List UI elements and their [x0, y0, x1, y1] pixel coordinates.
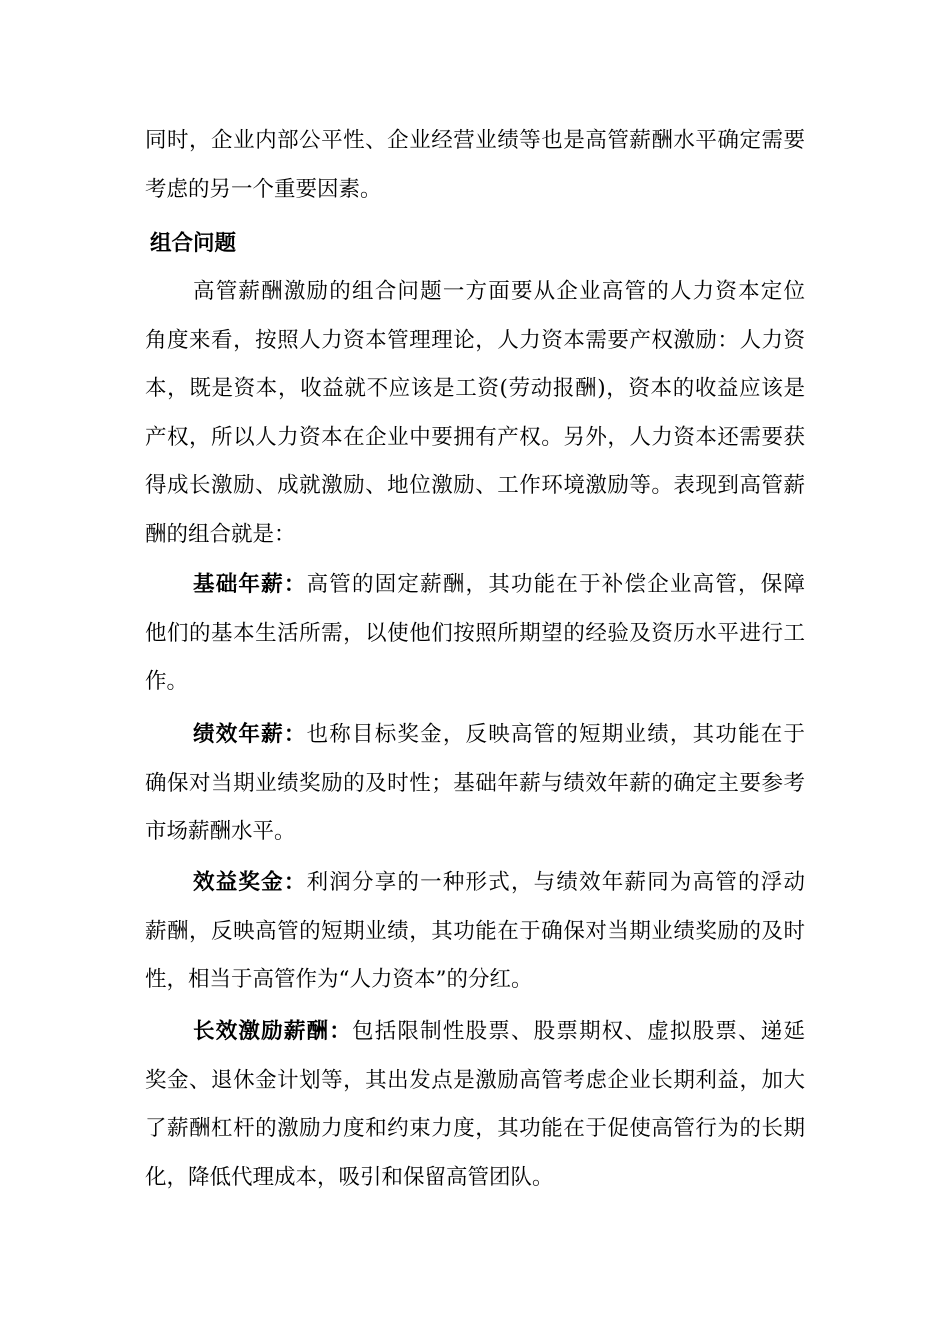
base-salary-paragraph	[145, 561, 805, 707]
text-line: 考虑的另一个重要因素。	[145, 176, 382, 202]
text-line: 高管薪酬激励的组合问题一方面要从企业高管的人力资本定位	[193, 279, 805, 304]
term-label: 长效激励薪酬：	[193, 1019, 352, 1044]
term-description: 也称目标奖金，反映高管的短期业绩，其功能在于	[306, 722, 805, 747]
text-line	[145, 859, 805, 908]
text-line: 化，降低代理成本，吸引和保留高管团队。	[145, 1164, 554, 1190]
text-line: 市场薪酬水平。	[145, 819, 296, 844]
term-description: 利润分享的一种形式，与绩效年薪同为高管的浮动	[306, 870, 805, 895]
term-label: 效益奖金：	[193, 870, 307, 895]
text-line: 同时，企业内部公平性、企业经营业绩等也是高管薪酬水平确定需要	[145, 128, 805, 153]
text-line: 确保对当期业绩奖励的及时性；基础年薪与绩效年薪的确定主要参考	[145, 770, 805, 796]
text-line	[145, 1008, 805, 1057]
text-line: 薪酬，反映高管的短期业绩，其功能在于确保对当期业绩奖励的及时	[145, 918, 805, 944]
text-line: 奖金、退休金计划等，其出发点是激励高管考虑企业长期利益，加大	[145, 1067, 805, 1093]
term-description: 包括限制性股票、股票期权、虚拟股票、递延	[351, 1019, 805, 1044]
text-line: 角度来看，按照人力资本管理理论，人力资本需要产权激励：人力资	[145, 327, 805, 353]
benefit-bonus-paragraph	[145, 859, 805, 1005]
text-line	[145, 561, 805, 610]
text-line: 酬的组合就是：	[145, 521, 296, 547]
long-term-incentive-paragraph	[145, 1008, 805, 1202]
performance-salary-paragraph	[145, 711, 805, 857]
text-line: 产权，所以人力资本在企业中要拥有产权。另外，人力资本还需要获	[145, 424, 805, 450]
combo-paragraph	[145, 268, 805, 559]
term-description: 高管的固定薪酬，其功能在于补偿企业高管，保障	[306, 572, 805, 597]
term-label: 基础年薪：	[193, 572, 307, 597]
term-label: 绩效年薪：	[193, 722, 307, 747]
text-line: 他们的基本生活所需，以使他们按照所期望的经验及资历水平进行工	[145, 620, 805, 646]
text-line: 性，相当于高管作为“人力资本”的分红。	[145, 967, 533, 992]
text-line: 得成长激励、成就激励、地位激励、工作环境激励等。表现到高管薪	[145, 473, 805, 498]
text-line: 作。	[145, 669, 189, 694]
intro-paragraph	[145, 117, 805, 214]
section-heading: 组合问题	[150, 231, 237, 256]
text-line: 本，既是资本，收益就不应该是工资(劳动报酬)，资本的收益应该是	[145, 376, 805, 401]
text-line: 了薪酬杠杆的激励力度和约束力度，其功能在于促使高管行为的长期	[145, 1116, 805, 1141]
text-line	[145, 711, 805, 760]
